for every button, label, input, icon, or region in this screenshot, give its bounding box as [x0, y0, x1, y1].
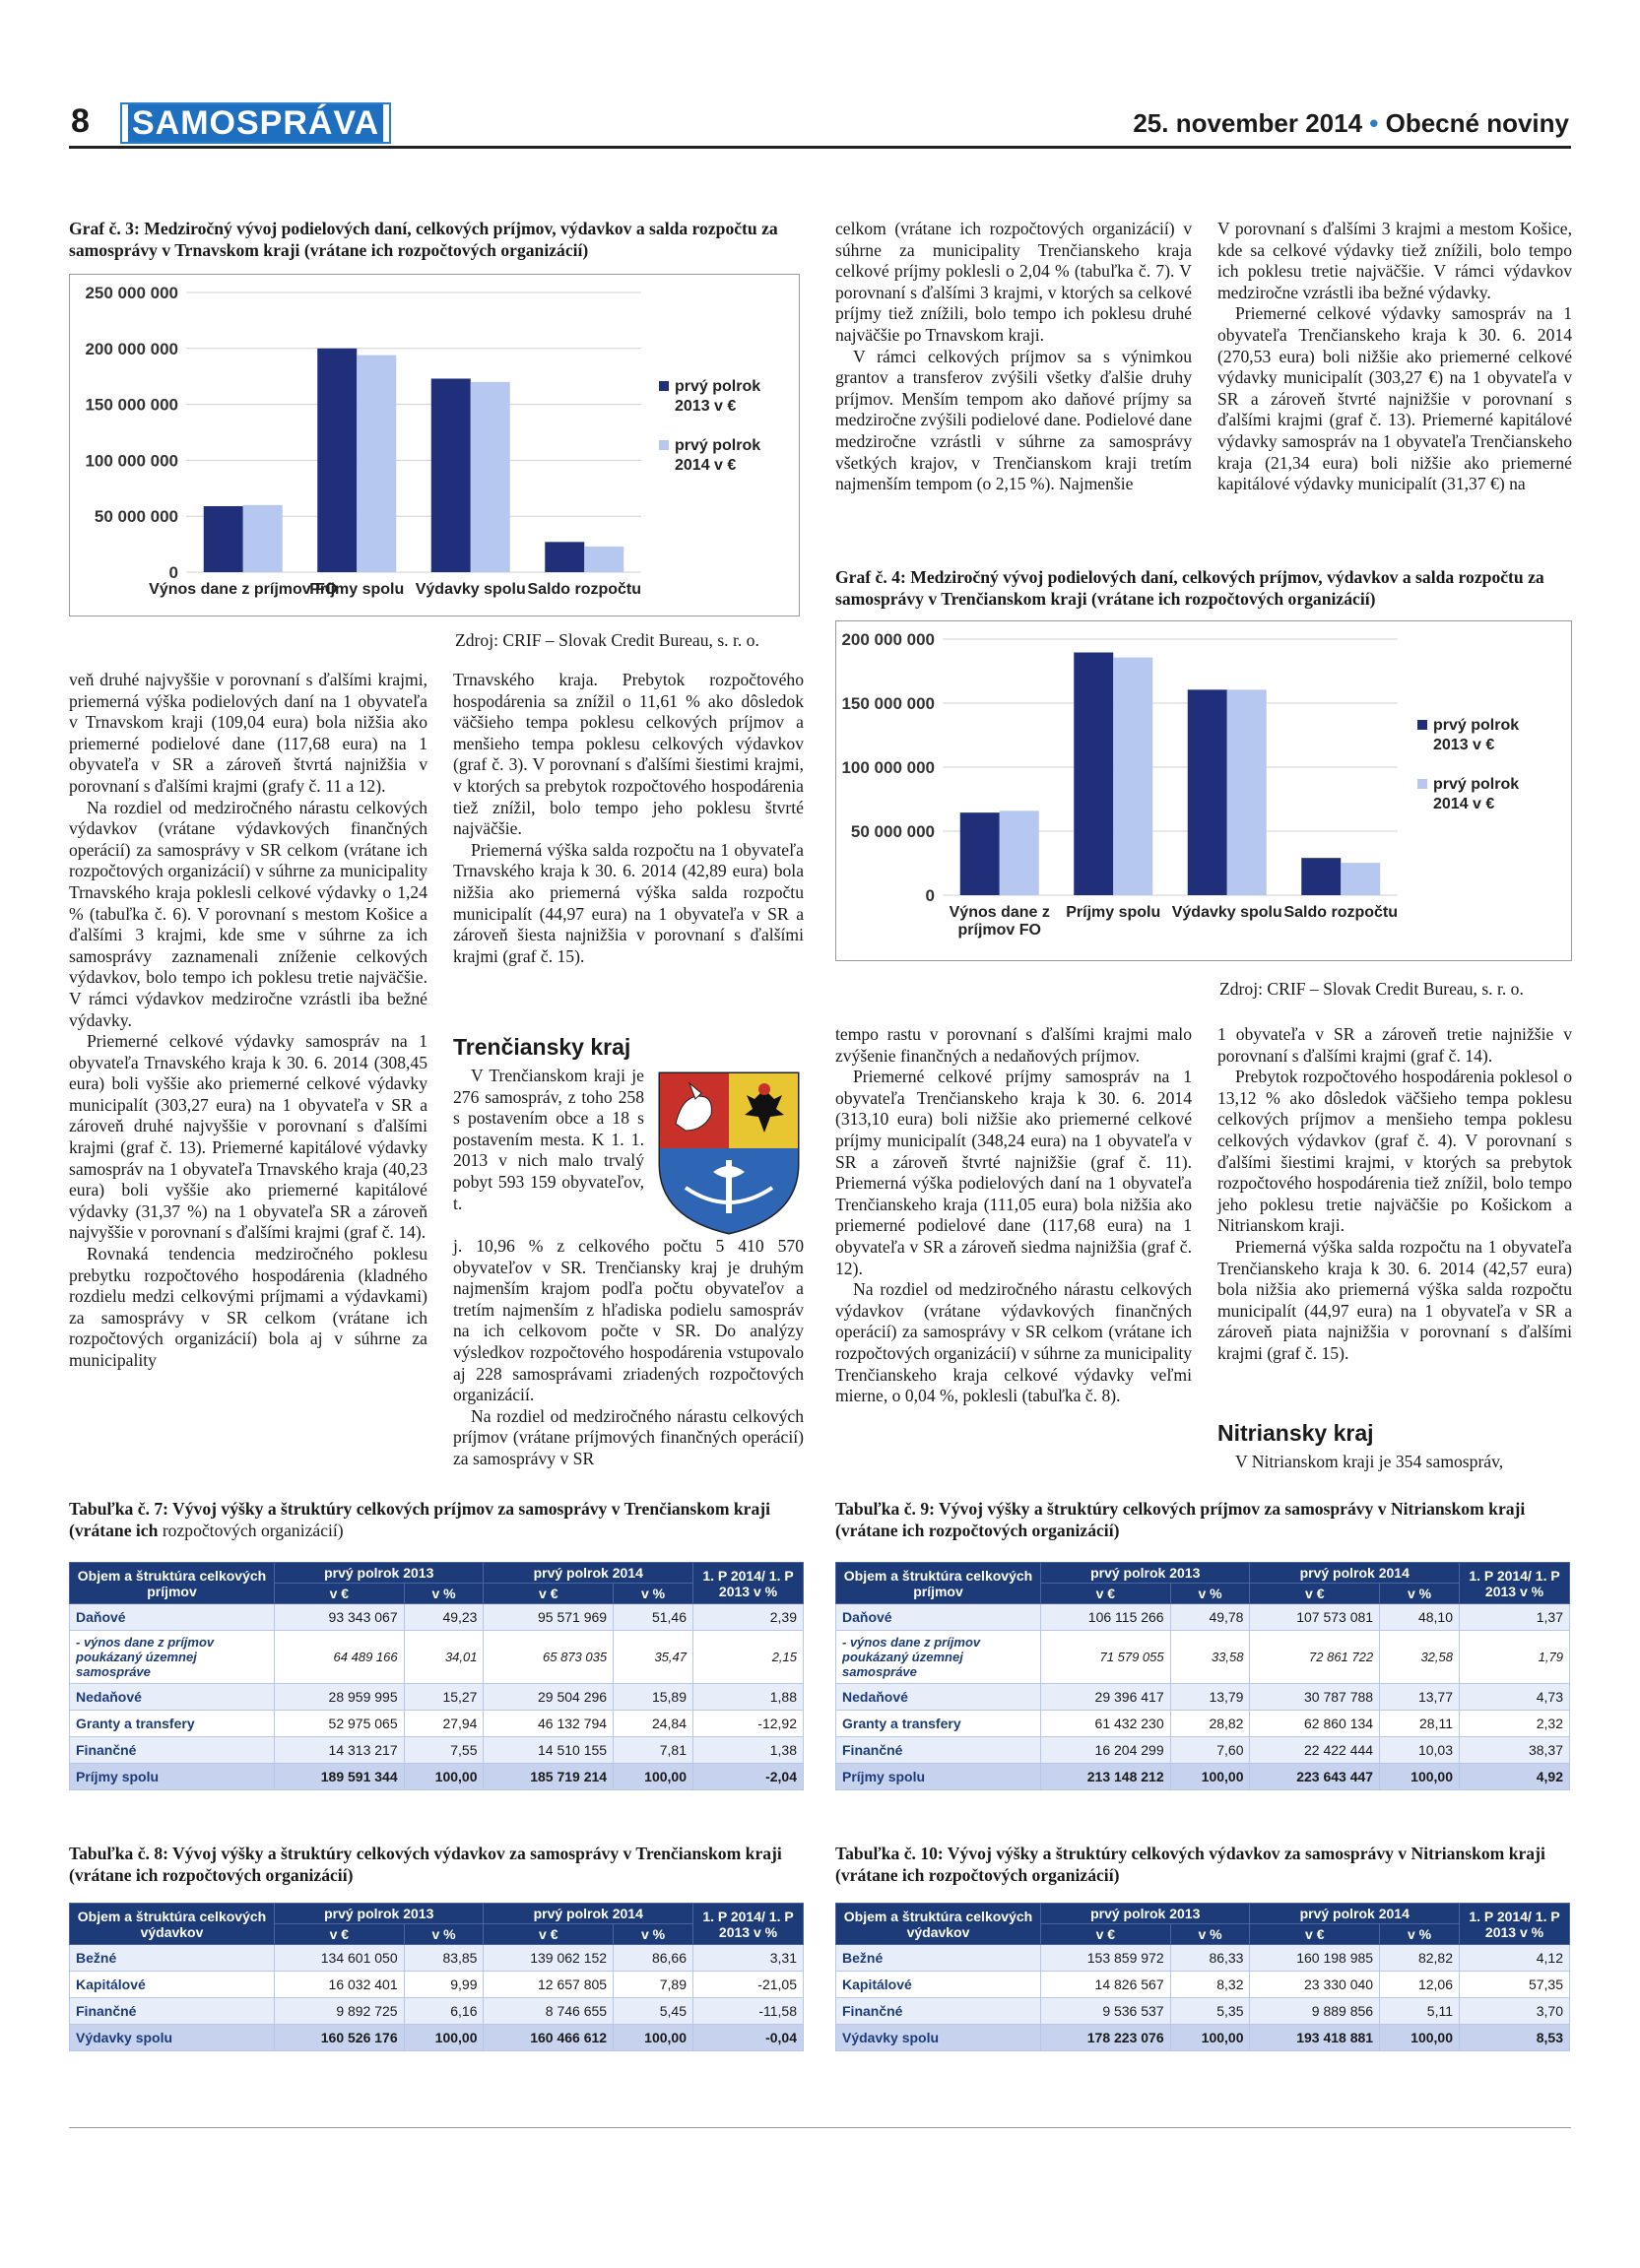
t8-grid	[69, 1903, 804, 2051]
page-number: 8	[71, 102, 90, 140]
header-cell: v €	[1041, 1584, 1171, 1604]
column-3-text-top	[835, 219, 1192, 495]
paragraph: V Trenčianskom kraji je 276 samospráv, z toho 258 s postavením obce a 18 s postavením mesta. K 1. 1. 2013 v nich malo trvalý pobyt 593 159 obyvateľov, t.	[453, 1066, 644, 1213]
table-cell: 2,15	[693, 1631, 804, 1684]
table-cell: 28 959 995	[275, 1684, 405, 1711]
row-label: Bežné	[70, 1945, 275, 1972]
table-cell: 8 746 655	[484, 1998, 614, 2025]
table-cell: 14 510 155	[484, 1737, 614, 1764]
table-cell: 1,79	[1460, 1631, 1570, 1684]
table-cell: 8,32	[1170, 1972, 1250, 1998]
paragraph: Rovnaká tendencia medziročného poklesu prebytku rozpočtového hospodárenia (kladného rozdielu medzi celkovými príjmami a výdavkami) za samosprávy v SR celkom (vrátane ich rozpočtových organizácií) bola aj v súhrne za municipality	[69, 1244, 427, 1370]
bar	[1301, 858, 1341, 895]
header-cell: v €	[484, 1584, 614, 1604]
row-label: Daňové	[70, 1604, 275, 1631]
y-tick-label: 150 000 000	[85, 395, 178, 415]
column-3-text-bottom	[835, 1024, 1192, 1407]
header-cell: prvý polrok 2014	[1250, 1904, 1460, 1924]
table-cell: 86,66	[614, 1945, 693, 1972]
table-cell: 189 591 344	[275, 1764, 405, 1790]
table-cell: 27,94	[404, 1711, 484, 1737]
paragraph: 1 obyvateľa v SR a zároveň tretie najnižšie v porovnaní s ďalšími krajmi (graf č. 14).	[1217, 1024, 1572, 1066]
table-cell: 29 396 417	[1041, 1684, 1171, 1711]
graf4-source: Zdroj: CRIF – Slovak Credit Bureau, s. r. o.	[1219, 979, 1524, 999]
graf3-source: Zdroj: CRIF – Slovak Credit Bureau, s. r. o.	[455, 630, 759, 650]
header-cell: Objem a štruktúra celkových výdavkov	[70, 1904, 275, 1945]
paragraph: Prebytok rozpočtového hospodárenia poklesol o 13,12 % ako dôsledok väčšieho tempa poklesu celkových príjmov a menšieho tempa poklesu celkových výdavkov (graf č. 4). V porovnaní s ďalšími šiestimi krajmi, v ktorých sa prebytok rozpočtového hospodárenia tiež znížil, bolo tempo jeho poklesu tretie najväčšie po Košickom a Nitrianskom kraji.	[1217, 1067, 1572, 1236]
table8	[69, 1903, 804, 2051]
legend-swatch	[1417, 720, 1427, 730]
table-cell: 100,00	[1170, 2025, 1250, 2051]
y-tick-label: 50 000 000	[94, 507, 178, 527]
header-cell: v %	[404, 1584, 484, 1604]
paragraph: veň druhé najvyššie v porovnaní s ďalšími krajmi, priemerná výška podielových daní na 1 obyvateľa v Trnavskom kraji (109,04 eura) bola nižšia ako priemerné podielové dane (117,68 eura) na 1 obyvateľa v SR a zároveň štvrtá najnižšia v porovnaní s ďalšími krajmi (grafy č. 11 a 12).	[69, 670, 427, 796]
legend-swatch	[659, 440, 669, 450]
row-label: Výdavky spolu	[836, 2025, 1041, 2051]
y-tick-label: 0	[925, 886, 935, 905]
table-row	[70, 1631, 804, 1684]
table-cell: 15,27	[404, 1684, 484, 1711]
table-cell: 86,33	[1170, 1945, 1250, 1972]
legend-label: 2014 v €	[1433, 796, 1495, 812]
trencin-intro-full	[453, 1236, 804, 1470]
table-cell: 9,99	[404, 1972, 484, 1998]
dateline	[1133, 108, 1569, 139]
table-cell: 51,46	[614, 1604, 693, 1631]
row-label: - výnos dane z príjmov poukázaný územnej samospráve	[70, 1631, 275, 1684]
table-cell: 106 115 266	[1041, 1604, 1171, 1631]
header-cell: 1. P 2014/ 1. P 2013 v %	[1460, 1904, 1570, 1945]
table-row	[70, 1737, 804, 1764]
bar	[431, 378, 471, 572]
table-cell: 16 204 299	[1041, 1737, 1171, 1764]
header-cell: v €	[1041, 1924, 1171, 1945]
table-cell: 100,00	[404, 2025, 484, 2051]
header-cell: 1. P 2014/ 1. P 2013 v %	[693, 1563, 804, 1604]
bar	[471, 382, 510, 572]
y-tick-label: 50 000 000	[850, 822, 935, 841]
table-cell: 7,89	[614, 1972, 693, 1998]
legend-label: prvý polrok	[675, 378, 761, 395]
bar	[584, 547, 623, 572]
table-row	[836, 1737, 1570, 1764]
table-cell: 7,55	[404, 1737, 484, 1764]
header-cell: prvý polrok 2013	[275, 1904, 484, 1924]
table-row	[836, 1631, 1570, 1684]
header-cell: prvý polrok 2014	[1250, 1563, 1460, 1584]
header-cell: v €	[484, 1924, 614, 1945]
header-cell: prvý polrok 2014	[484, 1904, 693, 1924]
table8-caption: Tabuľka č. 8: Vývoj výšky a štruktúry celkových výdavkov za samosprávy v Trenčianskom kraji (vrátane ich rozpočtových organizácií)	[69, 1844, 782, 1885]
table7-caption	[69, 1499, 818, 1541]
header-cell: v %	[614, 1584, 693, 1604]
table-cell: 13,77	[1380, 1684, 1460, 1711]
table-cell: 71 579 055	[1041, 1631, 1171, 1684]
x-tick-label: Príjmy spolu	[309, 581, 405, 598]
table-cell: 93 343 067	[275, 1604, 405, 1631]
graf3-chart	[69, 274, 800, 616]
table-cell: 4,73	[1460, 1684, 1570, 1711]
table-cell: 83,85	[404, 1945, 484, 1972]
graf4-chart	[835, 620, 1572, 961]
legend-label: prvý polrok	[1433, 717, 1520, 734]
table-cell: 160 198 985	[1250, 1945, 1380, 1972]
table-row	[836, 1684, 1570, 1711]
table-cell: 49,23	[404, 1604, 484, 1631]
bar	[1188, 689, 1227, 895]
table-cell: 100,00	[614, 2025, 693, 2051]
section-title	[120, 102, 391, 144]
table-cell: 61 432 230	[1041, 1711, 1171, 1737]
table-cell: 7,81	[614, 1737, 693, 1764]
table-row	[70, 1711, 804, 1737]
table-row	[836, 1604, 1570, 1631]
table-cell: 72 861 722	[1250, 1631, 1380, 1684]
table-cell: 223 643 447	[1250, 1764, 1380, 1790]
row-label: Príjmy spolu	[836, 1764, 1041, 1790]
table-cell: 29 504 296	[484, 1684, 614, 1711]
table7	[69, 1562, 804, 1790]
table-cell: 5,11	[1380, 1998, 1460, 2025]
paragraph: Priemerné celkové príjmy samospráv na 1 obyvateľa Trenčianskeho kraja k 30. 6. 2014 (313,10 eura) boli nižšie ako priemerné celkové príjmy municipalít (348,24 eura) na 1 obyvateľa v SR a zároveň štvrté najnižšie (graf č. 11). Priemerná výška podielových daní na 1 obyvateľa Trenčianskeho kraja (111,05 eura) bola nižšia ako priemerné podielové dane (117,68 eura) na 1 obyvateľa v SR a zároveň siedma najnižšia (graf č. 12).	[835, 1067, 1192, 1278]
table-cell: 62 860 134	[1250, 1711, 1380, 1737]
column-4-text-bottom	[1217, 1024, 1572, 1365]
paragraph: celkom (vrátane ich rozpočtových organizácií) v súhrne za municipality Trenčianskeho kraja celkové príjmy poklesli o 2,04 % (tabuľka č. 7). V porovnaní s ďalšími 3 krajmi, v ktorých sa celkové príjmy tiež znížili, bolo tempo ich poklesu druhé najväčšie po Trnavskom kraji.	[835, 219, 1192, 345]
table-cell: 160 526 176	[275, 2025, 405, 2051]
table-cell: 3,31	[693, 1945, 804, 1972]
table-cell: 38,37	[1460, 1737, 1570, 1764]
table-cell: 193 418 881	[1250, 2025, 1380, 2051]
table-cell: 100,00	[1380, 1764, 1460, 1790]
table-row	[70, 1972, 804, 1998]
table-cell: 178 223 076	[1041, 2025, 1171, 2051]
x-tick-label: príjmov FO	[957, 922, 1041, 939]
header-cell: v %	[1380, 1584, 1460, 1604]
row-label: Kapitálové	[836, 1972, 1041, 1998]
table-cell: 52 975 065	[275, 1711, 405, 1737]
table-cell: 6,16	[404, 1998, 484, 2025]
paragraph: Priemerné celkové výdavky samospráv na 1 obyvateľa Trenčianskeho kraja k 30. 6. 2014 (270,53 eura) boli nižšie ako priemerné celkové výdavky municipalít (303,27 €) na 1 obyvateľa v SR a zároveň štvrté najnižšie v porovnaní s ďalšími krajmi (graf č. 13). Priemerné kapitálové výdavky samospráv na 1 obyvateľa Trenčianskeho kraja (21,34 eura) boli nižšie ako priemerné kapitálové výdavky municipalít (31,37 €) na	[1217, 303, 1572, 494]
header-cell: Objem a štruktúra celkových príjmov	[836, 1563, 1041, 1604]
nitra-intro	[1217, 1452, 1572, 1473]
table-cell: 95 571 969	[484, 1604, 614, 1631]
table-row	[836, 1711, 1570, 1737]
legend-swatch	[1417, 779, 1427, 789]
t9-grid	[835, 1562, 1570, 1790]
bar	[1113, 658, 1152, 895]
table-cell: 9 889 856	[1250, 1998, 1380, 2025]
header-cell: v €	[1250, 1924, 1380, 1945]
row-label: Daňové	[836, 1604, 1041, 1631]
header-cell: prvý polrok 2014	[484, 1563, 693, 1584]
table-cell: 9 892 725	[275, 1998, 405, 2025]
table-cell: 34,01	[404, 1631, 484, 1684]
table-row	[836, 1945, 1570, 1972]
table-row	[70, 1945, 804, 1972]
paragraph: V porovnaní s ďalšími 3 krajmi a mestom Košice, kde sa celkové výdavky tiež znížili, bolo tempo ich poklesu tretie najväčšie. V rámci výdavkov medziročne vzrástli iba bežné výdavky.	[1217, 219, 1572, 302]
header-cell: prvý polrok 2013	[275, 1563, 484, 1584]
x-tick-label: Výdavky spolu	[1171, 904, 1282, 921]
y-tick-label: 200 000 000	[841, 630, 935, 649]
table-cell: -11,58	[693, 1998, 804, 2025]
paragraph: j. 10,96 % z celkového počtu 5 410 570 obyvateľov v SR. Trenčiansky kraj je druhým najmenším krajom podľa počtu obyvateľov a tretím najmenším z hľadiska podielu samospráv na ich celkovom počte v SR. Do analýzy výsledkov rozpočtového hospodárenia vstupovalo aj 228 samosprávami zriadených rozpočtových organizácií.	[453, 1236, 804, 1405]
table-cell: 160 466 612	[484, 2025, 614, 2051]
bar	[317, 349, 357, 572]
nitra-heading: Nitriansky kraj	[1217, 1420, 1374, 1446]
table-row	[836, 1998, 1570, 2025]
t7-grid	[69, 1562, 804, 1790]
table-cell: 2,39	[693, 1604, 804, 1631]
paragraph: V Nitrianskom kraji je 354 samospráv,	[1235, 1452, 1504, 1471]
bar	[243, 505, 283, 572]
table-row	[70, 1998, 804, 2025]
table-cell: 15,89	[614, 1684, 693, 1711]
table-cell: 12,06	[1380, 1972, 1460, 1998]
row-label: Bežné	[836, 1945, 1041, 1972]
table-cell: 5,45	[614, 1998, 693, 2025]
row-label: Kapitálové	[70, 1972, 275, 1998]
table9	[835, 1562, 1570, 1790]
header-cell: Objem a štruktúra celkových príjmov	[70, 1563, 275, 1604]
table-cell: 153 859 972	[1041, 1945, 1171, 1972]
table-cell: 28,11	[1380, 1711, 1460, 1737]
header-cell: Objem a štruktúra celkových výdavkov	[836, 1904, 1041, 1945]
header-cell: 1. P 2014/ 1. P 2013 v %	[1460, 1563, 1570, 1604]
table-cell: -0,04	[693, 2025, 804, 2051]
table-cell: 57,35	[1460, 1972, 1570, 1998]
y-tick-label: 100 000 000	[85, 451, 178, 471]
table-cell: 8,53	[1460, 2025, 1570, 2051]
table-cell: 134 601 050	[275, 1945, 405, 1972]
bar	[357, 356, 396, 572]
table-cell: 22 422 444	[1250, 1737, 1380, 1764]
header-cell: 1. P 2014/ 1. P 2013 v %	[693, 1904, 804, 1945]
header-rule	[69, 146, 1571, 149]
table7-caption-bold: Tabuľka č. 7: Vývoj výšky a štruktúry celkových príjmov za samosprávy v Trenčianskom kraji (vrátane ich	[69, 1499, 771, 1540]
bar	[204, 506, 243, 572]
table10	[835, 1903, 1570, 2051]
table-cell: 14 826 567	[1041, 1972, 1171, 1998]
table-cell: 1,88	[693, 1684, 804, 1711]
table-cell: -12,92	[693, 1711, 804, 1737]
table-cell: 139 062 152	[484, 1945, 614, 1972]
header-cell: v %	[1380, 1924, 1460, 1945]
table-cell: -21,05	[693, 1972, 804, 1998]
x-tick-label: Výnos dane z príjmov FO	[149, 581, 338, 598]
paragraph: Trnavského kraja. Prebytok rozpočtového hospodárenia sa znížil o 11,61 % ako dôsledok väčšieho tempa poklesu celkových príjmov a menšieho tempa poklesu celkových výdavkov (graf č. 3). V porovnaní s ďalšími šiestimi krajmi, v ktorých sa prebytok rozpočtového hospodárenia tiež znížil, bolo tempo jeho poklesu štvrté najväčšie.	[453, 670, 804, 839]
row-label: Finančné	[836, 1737, 1041, 1764]
bullet-separator: •	[1369, 108, 1386, 138]
table-row	[70, 1684, 804, 1711]
column-2-text	[453, 670, 804, 967]
x-tick-label: Príjmy spolu	[1066, 904, 1161, 921]
table-cell: 49,78	[1170, 1604, 1250, 1631]
table-cell: 5,35	[1170, 1998, 1250, 2025]
header-cell: v €	[275, 1584, 405, 1604]
table-cell: 185 719 214	[484, 1764, 614, 1790]
table7-caption-normal: rozpočtových organizácií)	[162, 1520, 344, 1540]
table-cell: 24,84	[614, 1711, 693, 1737]
footer-rule	[69, 2127, 1571, 2128]
header-cell: v €	[1250, 1584, 1380, 1604]
header-cell: v %	[1170, 1924, 1250, 1945]
y-tick-label: 0	[168, 563, 178, 582]
y-tick-label: 250 000 000	[85, 284, 178, 302]
table-cell: -2,04	[693, 1764, 804, 1790]
graf4-svg	[836, 621, 1571, 960]
table-cell: 100,00	[404, 1764, 484, 1790]
bar	[1074, 653, 1113, 895]
header-cell: v €	[275, 1924, 405, 1945]
table-cell: 13,79	[1170, 1684, 1250, 1711]
table-cell: 48,10	[1380, 1604, 1460, 1631]
issue-date: 25. november 2014	[1133, 108, 1363, 138]
row-label: Finančné	[70, 1737, 275, 1764]
legend-label: 2013 v €	[675, 398, 737, 415]
x-tick-label: Saldo rozpočtu	[1283, 904, 1399, 921]
paragraph: Na rozdiel od medziročného nárastu celkových výdavkov (vrátane výdavkových finančných operácií) za samosprávy v SR celkom (vrátane ich rozpočtových organizácií) v súhrne za municipality Trenčianskeho kraja celkové výdavky veľmi mierne, o 0,04 %, poklesli (tabuľka č. 8).	[835, 1279, 1192, 1406]
table9-caption: Tabuľka č. 9: Vývoj výšky a štruktúry celkových príjmov za samosprávy v Nitrianskom kraji (vrátane ich rozpočtových organizácií)	[835, 1499, 1526, 1540]
legend-label: prvý polrok	[1433, 776, 1520, 793]
bar	[1000, 810, 1039, 895]
table-cell: 14 313 217	[275, 1737, 405, 1764]
table-cell: 100,00	[614, 1764, 693, 1790]
header-cell: v %	[1170, 1584, 1250, 1604]
x-tick-label: Výdavky spolu	[415, 581, 526, 598]
paragraph: Priemerné celkové výdavky samospráv na 1 obyvateľa Trnavského kraja k 30. 6. 2014 (308,45 eura) boli vyššie ako priemerné celkové výdavky municipalít (303,27 eura) na 1 obyvateľa v SR a zároveň druhé najvyššie v porovnaní s ďalšími krajmi (graf č. 13). Priemerné kapitálové výdavky samospráv na 1 obyvateľa Trnavského kraja (40,23 eura) boli vyššie ako priemerné kapitálové výdavky (31,37 %) na 1 obyvateľa SR a zároveň najvyššie v porovnaní s ďalšími krajmi (graf č. 14).	[69, 1031, 427, 1243]
y-tick-label: 200 000 000	[85, 339, 178, 358]
t10-grid	[835, 1903, 1570, 2051]
paragraph: Priemerná výška salda rozpočtu na 1 obyvateľa Trnavského kraja k 30. 6. 2014 (42,89 eura) bola nižšia ako priemerná výška salda rozpočtu municipalít (44,97 eura) na 1 obyvateľa v SR a zároveň šiesta najnižšia v porovnaní s ďalšími krajmi (graf č. 15).	[453, 839, 804, 966]
table-cell: 100,00	[1380, 2025, 1460, 2051]
table-cell: 1,38	[693, 1737, 804, 1764]
table-cell: 107 573 081	[1250, 1604, 1380, 1631]
table-cell: 1,37	[1460, 1604, 1570, 1631]
row-label: Nedaňové	[836, 1684, 1041, 1711]
row-label: Príjmy spolu	[70, 1764, 275, 1790]
paragraph: tempo rastu v porovnaní s ďalšími krajmi malo zvýšenie finančných a nedaňových príjmov.	[835, 1024, 1192, 1066]
legend-label: 2013 v €	[1433, 737, 1495, 753]
table-cell: 10,03	[1380, 1737, 1460, 1764]
header-cell: v %	[404, 1924, 484, 1945]
table-cell: 4,92	[1460, 1764, 1570, 1790]
header-cell: prvý polrok 2013	[1041, 1904, 1250, 1924]
table-row	[836, 2025, 1570, 2051]
graf3-svg	[70, 275, 799, 616]
table-cell: 2,32	[1460, 1711, 1570, 1737]
legend-swatch	[659, 381, 669, 391]
bar	[1341, 863, 1380, 895]
row-label: Granty a transfery	[836, 1711, 1041, 1737]
table-cell: 28,82	[1170, 1711, 1250, 1737]
paragraph: V rámci celkových príjmov sa s výnimkou grantov a transferov zvýšili všetky ďalšie druhy príjmov. Menším tempom ako daňové príjmy sa medziročne zvýšili podielové dane. Podielové dane medziročne vzrástli v súhrne za samosprávy všetkých krajov, v Trenčianskom kraji tretím najmenším tempom (o 2,15 %). Najmenšie	[835, 346, 1192, 494]
row-label: Finančné	[70, 1998, 275, 2025]
x-tick-label: Výnos dane z	[949, 904, 1050, 921]
table-cell: 64 489 166	[275, 1631, 405, 1684]
paragraph: Na rozdiel od medziročného nárastu celkových príjmov (vrátane príjmových finančných operácií) za samosprávy v SR	[453, 1405, 804, 1468]
header-cell: v %	[614, 1924, 693, 1945]
graf3-caption: Graf č. 3: Medziročný vývoj podielových daní, celkových príjmov, výdavkov a salda rozpočtu za samosprávy v Trnavskom kraji (vrátane ich rozpočtových organizácií)	[69, 219, 778, 260]
table-cell: 46 132 794	[484, 1711, 614, 1737]
table-cell: 23 330 040	[1250, 1972, 1380, 1998]
paragraph: Na rozdiel od medziročného nárastu celkových výdavkov (vrátane výdavkových finančných operácií) za samosprávy v SR celkom (vrátane ich rozpočtových organizácií) v súhrne za municipality Trnavského kraja poklesli celkové výdavky o 1,24 % (tabuľka č. 6). V porovnaní s mestom Košice a ďalšími 3 krajmi, kde sme v súhrne za ich samosprávy zaznamenali zníženie celkových výdavkov, bolo tempo ich poklesu tretie najväčšie. V rámci výdavkov medziročne vzrástli iba bežné výdavky.	[69, 797, 427, 1030]
row-label: Finančné	[836, 1998, 1041, 2025]
publication-name: Obecné noviny	[1385, 108, 1569, 138]
table-cell: 213 148 212	[1041, 1764, 1171, 1790]
table-cell: 4,12	[1460, 1945, 1570, 1972]
row-label: Výdavky spolu	[70, 2025, 275, 2051]
table-cell: 30 787 788	[1250, 1684, 1380, 1711]
table-cell: 82,82	[1380, 1945, 1460, 1972]
trencin-coat-of-arms-icon	[656, 1069, 802, 1237]
bar	[1227, 689, 1267, 895]
table-cell: 7,60	[1170, 1737, 1250, 1764]
column-1-text	[69, 670, 427, 1372]
graf4-caption: Graf č. 4: Medziročný vývoj podielových daní, celkových príjmov, výdavkov a salda rozpočtu za samosprávy v Trenčianskom kraji (vrátane ich rozpočtových organizácií)	[835, 567, 1544, 609]
table-cell: 35,47	[614, 1631, 693, 1684]
header-cell: prvý polrok 2013	[1041, 1563, 1250, 1584]
table-cell: 65 873 035	[484, 1631, 614, 1684]
table-cell: 33,58	[1170, 1631, 1250, 1684]
paragraph: Priemerná výška salda rozpočtu na 1 obyvateľa Trenčianskeho kraja k 30. 6. 2014 (42,57 eura) bola nižšia ako priemerná výška salda rozpočtu municipalít (44,97 eura) na 1 obyvateľa v SR a zároveň piata najnižšia v porovnaní s ďalšími krajmi (graf č. 15).	[1217, 1236, 1572, 1363]
legend-label: 2014 v €	[675, 457, 737, 474]
x-tick-label: Saldo rozpočtu	[527, 581, 642, 598]
bar	[545, 542, 584, 572]
table-row	[70, 1764, 804, 1790]
trencin-intro-short	[453, 1066, 644, 1214]
table-cell: 100,00	[1170, 1764, 1250, 1790]
column-4-text-top	[1217, 219, 1572, 495]
table-cell: 12 657 805	[484, 1972, 614, 1998]
table-row	[836, 1972, 1570, 1998]
legend-label: prvý polrok	[675, 437, 761, 454]
row-label: - výnos dane z príjmov poukázaný územnej samospráve	[836, 1631, 1041, 1684]
bar	[960, 812, 1000, 895]
table-cell: 3,70	[1460, 1998, 1570, 2025]
table-cell: 9 536 537	[1041, 1998, 1171, 2025]
table-cell: 32,58	[1380, 1631, 1460, 1684]
y-tick-label: 150 000 000	[841, 694, 935, 713]
table-row	[70, 1604, 804, 1631]
y-tick-label: 100 000 000	[841, 758, 935, 777]
section-label: SAMOSPRÁVA	[128, 104, 383, 142]
table-row	[836, 1764, 1570, 1790]
row-label: Nedaňové	[70, 1684, 275, 1711]
trencin-heading: Trenčiansky kraj	[453, 1034, 631, 1060]
table-cell: 16 032 401	[275, 1972, 405, 1998]
table10-caption: Tabuľka č. 10: Vývoj výšky a štruktúry celkových výdavkov za samosprávy v Nitrianskom kraji (vrátane ich rozpočtových organizácií)	[835, 1844, 1545, 1885]
row-label: Granty a transfery	[70, 1711, 275, 1737]
table-row	[70, 2025, 804, 2051]
